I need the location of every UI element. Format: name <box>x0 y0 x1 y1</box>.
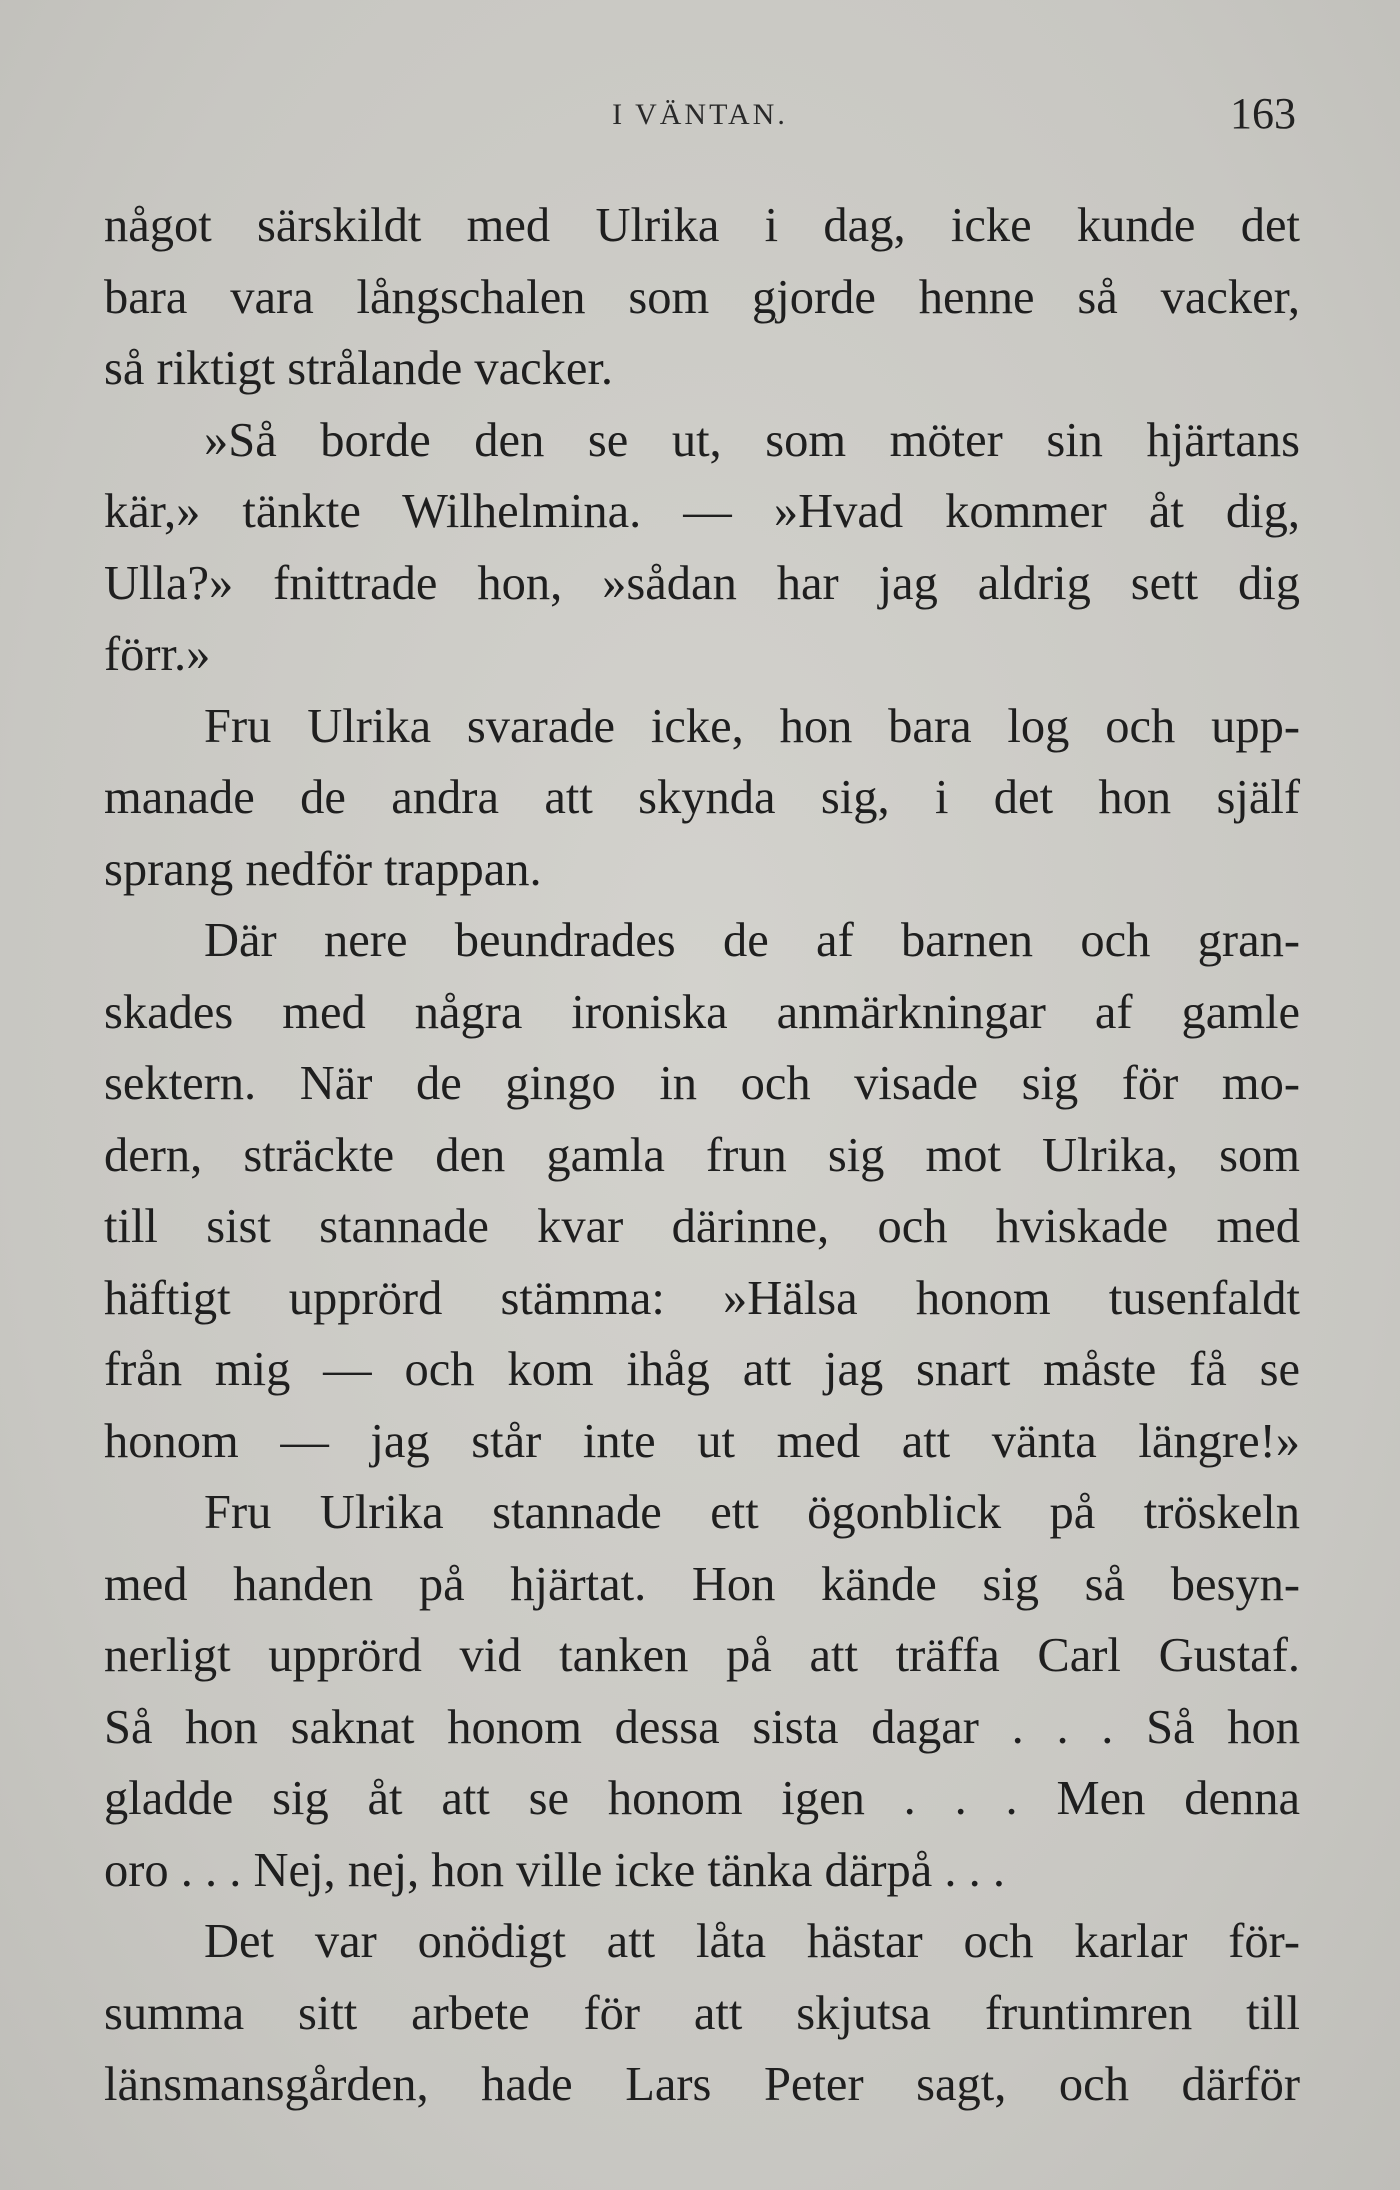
text-line: Fru Ulrika stannade ett ögonblick på tröskeln <box>204 1486 1300 1539</box>
text-line: Ulla?» fnittrade hon, »sådan har jag aldrig sett dig <box>104 556 1300 610</box>
text-line: sprang nedför trappan. <box>104 842 542 896</box>
body-text <box>104 190 1300 2121</box>
text-line: summa sitt arbete för att skjutsa fruntimren till <box>104 1986 1300 2040</box>
text-line: något särskildt med Ulrika i dag, icke kunde det <box>104 199 1300 252</box>
text-line: häftigt upprörd stämma: »Hälsa honom tusenfaldt <box>104 1271 1300 1325</box>
text-line: med handen på hjärtat. Hon kände sig så besyn- <box>104 1557 1300 1611</box>
text-line: nerligt upprörd vid tanken på att träffa Carl Gustaf. <box>104 1629 1300 1682</box>
text-line: oro . . . Nej, nej, hon ville icke tänka därpå . . . <box>104 1843 1006 1897</box>
text-line: bara vara långschalen som gjorde henne så vacker, <box>104 270 1300 324</box>
text-line: Fru Ulrika svarade icke, hon bara log och upp- <box>204 699 1300 753</box>
text-line: sektern. När de gingo in och visade sig för mo- <box>104 1057 1300 1110</box>
text-line: gladde sig åt att se honom igen . . . Men denna <box>104 1772 1300 1825</box>
text-line: Där nere beundrades de af barnen och gran- <box>204 914 1300 967</box>
text-line: honom — jag står inte ut med att vänta längre!» <box>104 1414 1300 1468</box>
text-line: så riktigt strålande vacker. <box>104 342 614 395</box>
text-line: skades med några ironiska anmärkningar af gamle <box>104 985 1300 1039</box>
text-line: kär,» tänkte Wilhelmina. — »Hvad kommer åt dig, <box>104 485 1300 538</box>
text-line: »Så borde den se ut, som möter sin hjärtans <box>204 413 1300 467</box>
text-line: länsmansgården, hade Lars Peter sagt, och därför <box>104 2058 1300 2111</box>
page-header <box>104 82 1296 142</box>
text-line: till sist stannade kvar därinne, och hviskade med <box>104 1200 1300 1253</box>
page-number: 163 <box>1230 89 1296 138</box>
text-line: förr.» <box>104 628 211 681</box>
text-line: Så hon saknat honom dessa sista dagar . . . Så hon <box>104 1700 1300 1754</box>
running-head: I VÄNTAN. <box>612 98 788 131</box>
text-line: från mig — och kom ihåg att jag snart måste få se <box>104 1343 1300 1396</box>
text-line: dern, sträckte den gamla frun sig mot Ulrika, som <box>104 1128 1300 1182</box>
text-line: manade de andra att skynda sig, i det hon själf <box>104 771 1300 824</box>
text-line: Det var onödigt att låta hästar och karlar för- <box>204 1915 1300 1968</box>
